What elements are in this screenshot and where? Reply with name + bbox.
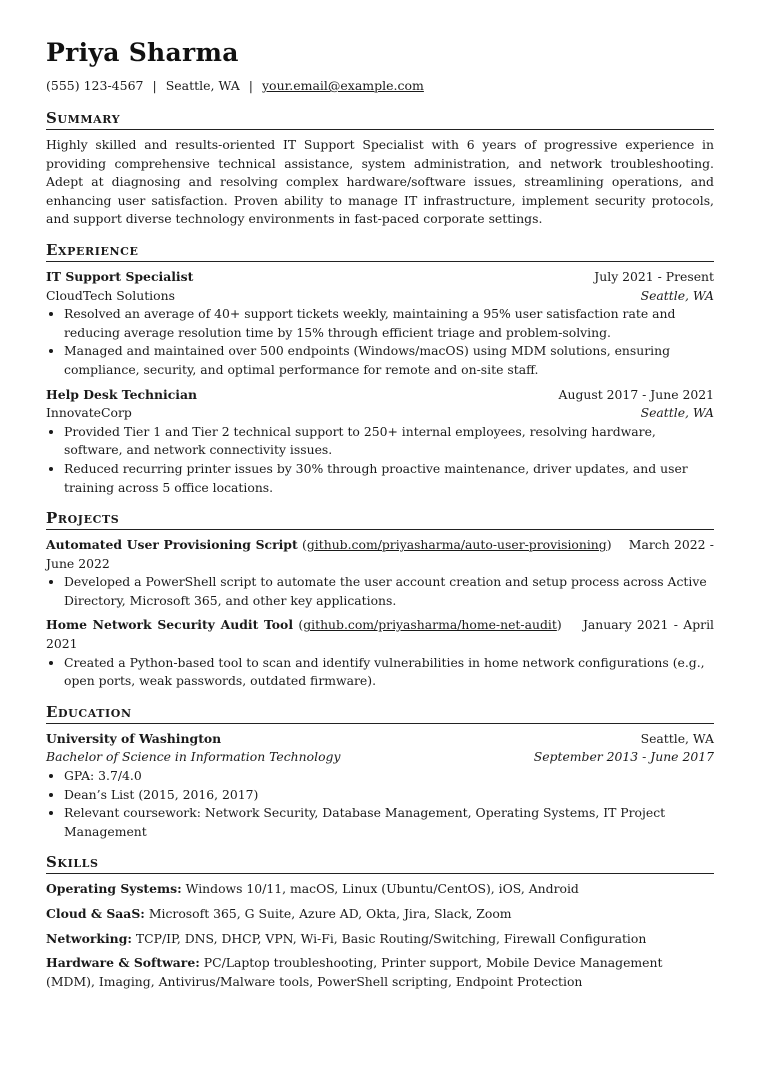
education-section — [46, 702, 714, 842]
job-entry — [46, 386, 714, 498]
job-dates: August 2017 - June 2021 — [558, 386, 714, 402]
education-bullet: • Relevant coursework: Network Security, Database Management, Operating Systems, IT Project Management — [64, 804, 714, 841]
skill-value: PC/Laptop troubleshooting, Printer support, Mobile Device Management (MDM), Imaging, Antivirus/Malware tools, PowerShell scripting, Endpoint Protection — [46, 955, 663, 989]
section-heading: Education — [46, 702, 714, 724]
job-location: Seattle, WA — [640, 287, 714, 303]
contact-line — [46, 78, 424, 93]
project-entry: Automated User Provisioning Script (github.com/priyasharma/auto-user-provisioning) March 2022 - June 2022 • Developed a PowerShell script to automate the user account creation and setup process across Active Directory, Microsoft 365, and other key applications. — [46, 536, 714, 610]
contact-separator: | — [248, 78, 253, 93]
job-bullets — [46, 423, 714, 497]
contact-separator: | — [152, 78, 157, 93]
job-company: CloudTech Solutions — [46, 287, 175, 303]
section-heading: Summary — [46, 108, 714, 130]
section-heading: Skills — [46, 852, 714, 874]
job-role: IT Support Specialist — [46, 268, 194, 284]
education-bullet: • Dean’s List (2015, 2016, 2017) — [64, 786, 714, 805]
skill-label: Networking: — [46, 930, 132, 946]
summary-section — [46, 108, 714, 229]
job-bullet: • Reduced recurring printer issues by 30% through proactive maintenance, driver updates, and user training across 5 office locations. — [64, 460, 714, 497]
education-bullet: • GPA: 3.7/4.0 — [64, 767, 714, 786]
job-dates: July 2021 - Present — [594, 268, 714, 284]
email-link[interactable]: your.email@example.com — [261, 78, 424, 93]
skill-line — [46, 880, 714, 899]
skill-value: Windows 10/11, macOS, Linux (Ubuntu/CentOS), iOS, Android — [185, 881, 579, 897]
projects-section — [46, 508, 714, 691]
location: Seattle, WA — [165, 78, 240, 93]
job-bullets — [46, 305, 714, 379]
skill-value: TCP/IP, DNS, DHCP, VPN, Wi-Fi, Basic Routing/Switching, Firewall Configuration — [135, 930, 647, 946]
section-heading: Experience — [46, 240, 714, 262]
project-bullet: • Developed a PowerShell script to automate the user account creation and setup process across Active Directory, Microsoft 365, and other key applications. — [64, 573, 714, 610]
project-bullets — [46, 654, 714, 691]
job-bullet: • Provided Tier 1 and Tier 2 technical support to 250+ internal employees, resolving hardware, software, and network connectivity issues. — [64, 423, 714, 460]
experience-section — [46, 240, 714, 497]
job-bullet: • Managed and maintained over 500 endpoints (Windows/macOS) using MDM solutions, ensuring compliance, security, and optimal performance for remote and on-site staff. — [64, 342, 714, 379]
job-company: InnovateCorp — [46, 405, 132, 421]
project-bullet: • Created a Python-based tool to scan and identify vulnerabilities in home network configurations (e.g., open ports, weak passwords, outdated firmware). — [64, 654, 714, 691]
job-location: Seattle, WA — [640, 405, 714, 421]
project-link[interactable]: github.com/priyasharma/auto-user-provisioning — [306, 537, 607, 553]
project-dates: March 2022 - June 2022 — [46, 537, 714, 571]
job-entry — [46, 268, 714, 380]
section-heading: Projects — [46, 508, 714, 530]
skill-line — [46, 954, 714, 991]
project-link[interactable]: github.com/priyasharma/home-net-audit — [303, 617, 557, 633]
skill-label: Operating Systems: — [46, 881, 182, 897]
education-bullets — [46, 767, 714, 841]
degree-name: Bachelor of Science in Information Technology — [46, 749, 341, 765]
skill-label: Hardware & Software: — [46, 955, 200, 971]
project-bullets — [46, 573, 714, 610]
project-entry: Home Network Security Audit Tool (github.com/priyasharma/home-net-audit) January 2021 - April 2021 • Created a Python-based tool to scan and identify vulnerabilities in home network configurations (e.g., open ports, weak passwords, outdated firmware). — [46, 616, 714, 690]
school-location: Seattle, WA — [640, 730, 714, 746]
education-dates: September 2013 - June 2017 — [533, 749, 714, 765]
resume-body — [46, 108, 714, 1002]
project-dates: January 2021 - April 2021 — [46, 617, 714, 652]
summary-text: Highly skilled and results-oriented IT Support Specialist with 6 years of progressive experience in providing comprehensive technical assistance, system administration, and network troubleshooting. Adept at diagnosing and resolving complex hardware/software issues, streamlining operations, and enhancing user satisfaction. Proven ability to manage IT infrastructure, implement security protocols, and support diverse technology environments in fast-paced corporate settings. — [46, 137, 714, 227]
job-role: Help Desk Technician — [46, 386, 198, 402]
candidate-name: Priya Sharma — [46, 38, 239, 67]
skill-line — [46, 905, 714, 924]
skills-section — [46, 852, 714, 991]
skill-line — [46, 930, 714, 949]
phone-number: (555) 123-4567 — [46, 78, 144, 93]
skill-label: Cloud & SaaS: — [46, 906, 145, 921]
job-bullet: • Resolved an average of 40+ support tickets weekly, maintaining a 95% user satisfaction rate and reducing average resolution time by 15% through efficient triage and problem-solving. — [64, 305, 714, 342]
skill-value: Microsoft 365, G Suite, Azure AD, Okta, Jira, Slack, Zoom — [148, 906, 512, 921]
project-name: Home Network Security Audit Tool — [46, 617, 294, 633]
school-name: University of Washington — [46, 730, 222, 746]
project-name: Automated User Provisioning Script — [46, 537, 298, 553]
